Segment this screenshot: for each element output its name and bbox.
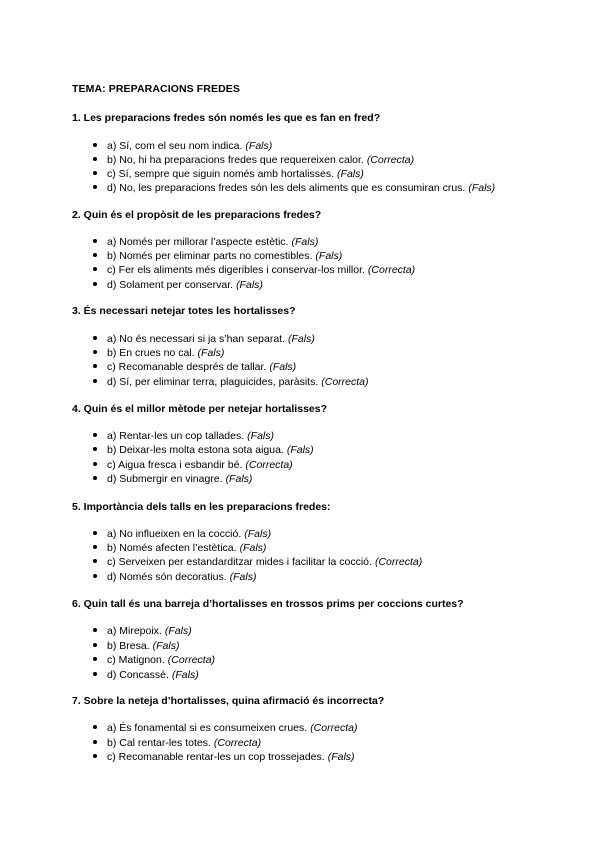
option-verdict: (Correcta) bbox=[367, 264, 416, 276]
option-verdict: (Correcta) bbox=[374, 556, 423, 568]
bullet-icon bbox=[93, 476, 97, 480]
option-verdict: (Fals) bbox=[171, 669, 199, 681]
option-verdict: (Fals) bbox=[288, 333, 315, 345]
bullet-icon bbox=[93, 157, 97, 161]
bullet-icon bbox=[93, 657, 97, 661]
option-text: a) Sí, com el seu nom indica. bbox=[107, 140, 243, 152]
question-3: 3. És necessari netejar totes les hortalisses? bbox=[72, 305, 296, 317]
answer-option bbox=[93, 625, 192, 637]
answer-option bbox=[93, 542, 266, 554]
answer-option bbox=[93, 250, 342, 262]
answer-option bbox=[93, 528, 271, 540]
question-7: 7. Sobre la neteja d’hortalisses, quina afirmació és incorrecta? bbox=[72, 695, 385, 707]
option-text: c) Serveixen per estandarditzar mides i facilitar la cocció. bbox=[107, 556, 372, 568]
bullet-icon bbox=[93, 267, 97, 271]
option-text: b) No, hi ha preparacions fredes que requereixen calor. bbox=[107, 154, 364, 166]
bullet-icon bbox=[93, 740, 97, 744]
option-text: c) Aigua fresca i esbandir bé. bbox=[107, 459, 243, 471]
option-verdict: (Fals) bbox=[197, 347, 225, 359]
answer-option bbox=[93, 279, 263, 291]
answer-option bbox=[93, 347, 224, 359]
question-1: 1. Les preparacions fredes són només les que es fan en fred? bbox=[72, 112, 381, 124]
bullet-icon bbox=[93, 433, 97, 437]
option-text: a) És fonamental si es consumeixen crues. bbox=[107, 722, 308, 734]
bullet-icon bbox=[93, 643, 97, 647]
option-text: a) Només per millorar l’aspecte estètic. bbox=[107, 236, 289, 248]
question-5: 5. Importància dels talls en les preparacions fredes: bbox=[72, 501, 331, 513]
answer-option bbox=[93, 264, 415, 276]
option-text: d) Concassé. bbox=[107, 669, 169, 681]
bullet-icon bbox=[93, 725, 97, 729]
option-verdict: (Correcta) bbox=[310, 722, 358, 734]
bullet-icon bbox=[93, 364, 97, 368]
bullet-icon bbox=[93, 282, 97, 286]
answer-option bbox=[93, 640, 179, 652]
answer-option bbox=[93, 473, 252, 485]
question-4: 4. Quin és el millor mètode per netejar hortalisses? bbox=[72, 403, 327, 415]
answer-option bbox=[93, 751, 355, 763]
answer-option bbox=[93, 154, 414, 166]
bullet-icon bbox=[93, 531, 97, 535]
option-verdict: (Fals) bbox=[315, 250, 343, 262]
option-text: a) No influeixen en la cocció. bbox=[107, 528, 242, 540]
option-verdict: (Correcta) bbox=[167, 654, 216, 666]
answer-option bbox=[93, 376, 369, 388]
option-text: b) Només afecten l’estètica. bbox=[107, 542, 237, 554]
option-verdict: (Fals) bbox=[269, 361, 297, 373]
answer-option bbox=[93, 737, 261, 749]
answer-option bbox=[93, 168, 364, 180]
option-text: c) Recomanable després de tallar. bbox=[107, 361, 267, 373]
bullet-icon bbox=[93, 574, 97, 578]
question-2: 2. Quin és el propòsit de les preparacions fredes? bbox=[72, 209, 322, 221]
bullet-icon bbox=[93, 379, 97, 383]
option-verdict: (Fals) bbox=[152, 640, 180, 652]
bullet-icon bbox=[93, 171, 97, 175]
answer-option bbox=[93, 669, 199, 681]
option-verdict: (Fals) bbox=[239, 542, 267, 554]
answer-option bbox=[93, 556, 422, 568]
option-text: c) Fer els aliments més digeribles i conservar-los millor. bbox=[107, 264, 365, 276]
answer-option bbox=[93, 236, 318, 248]
bullet-icon bbox=[93, 143, 97, 147]
option-text: b) Deixar-les molta estona sota aigua. bbox=[107, 444, 284, 456]
answer-option bbox=[93, 459, 293, 471]
bullet-icon bbox=[93, 559, 97, 563]
option-text: d) Submergir en vinagre. bbox=[107, 473, 223, 485]
option-verdict: (Fals) bbox=[225, 473, 253, 485]
option-verdict: (Correcta) bbox=[366, 154, 415, 166]
option-verdict: (Fals) bbox=[468, 182, 496, 194]
option-text: d) Sí, per eliminar terra, plaguicides, paràsits. bbox=[107, 376, 319, 388]
option-text: d) Només són decoratius. bbox=[107, 571, 227, 583]
option-text: a) Mirepoix. bbox=[107, 625, 162, 637]
answer-option bbox=[93, 361, 296, 373]
option-verdict: (Fals) bbox=[327, 751, 355, 763]
bullet-icon bbox=[93, 672, 97, 676]
bullet-icon bbox=[93, 545, 97, 549]
option-verdict: (Correcta) bbox=[213, 737, 262, 749]
option-text: c) Recomanable rentar-les un cop trossejades. bbox=[107, 751, 325, 763]
option-verdict: (Correcta) bbox=[245, 459, 293, 471]
option-verdict: (Fals) bbox=[229, 571, 257, 583]
answer-option bbox=[93, 182, 495, 194]
option-verdict: (Fals) bbox=[247, 430, 274, 442]
option-text: d) Solament per conservar. bbox=[107, 279, 234, 291]
bullet-icon bbox=[93, 628, 97, 632]
option-text: b) Bresa. bbox=[107, 640, 150, 652]
bullet-icon bbox=[93, 185, 97, 189]
option-verdict: (Fals) bbox=[236, 279, 263, 291]
option-verdict: (Fals) bbox=[291, 236, 319, 248]
answer-option bbox=[93, 571, 256, 583]
bullet-icon bbox=[93, 350, 97, 354]
bullet-icon bbox=[93, 239, 97, 243]
option-text: a) Rentar-les un cop tallades. bbox=[107, 430, 245, 442]
option-verdict: (Fals) bbox=[164, 625, 192, 637]
option-text: b) En crues no cal. bbox=[107, 347, 195, 359]
question-6: 6. Quin tall és una barreja d’hortalisses en trossos prims per coccions curtes? bbox=[72, 598, 464, 610]
option-verdict: (Fals) bbox=[286, 444, 314, 456]
answer-option bbox=[93, 444, 314, 456]
option-text: b) Cal rentar-les totes. bbox=[107, 737, 211, 749]
option-text: c) Matignon. bbox=[107, 654, 165, 666]
option-verdict: (Correcta) bbox=[321, 376, 369, 388]
option-text: a) No és necessari si ja s’han separat. bbox=[107, 333, 286, 345]
option-verdict: (Fals) bbox=[245, 140, 273, 152]
answer-option bbox=[93, 430, 274, 442]
bullet-icon bbox=[93, 462, 97, 466]
answer-option bbox=[93, 140, 272, 152]
answer-option bbox=[93, 722, 357, 734]
option-verdict: (Fals) bbox=[244, 528, 272, 540]
bullet-icon bbox=[93, 253, 97, 257]
bullet-icon bbox=[93, 447, 97, 451]
page-title: TEMA: PREPARACIONS FREDES bbox=[72, 83, 240, 95]
bullet-icon bbox=[93, 754, 97, 758]
answer-option bbox=[93, 654, 215, 666]
option-verdict: (Fals) bbox=[337, 168, 364, 180]
answer-option bbox=[93, 333, 315, 345]
option-text: c) Sí, sempre que siguin només amb hortalisses. bbox=[107, 168, 335, 180]
option-text: d) No, les preparacions fredes són les dels aliments que es consumiran crus. bbox=[107, 182, 466, 194]
option-text: b) Només per eliminar parts no comestibles. bbox=[107, 250, 313, 262]
bullet-icon bbox=[93, 336, 97, 340]
